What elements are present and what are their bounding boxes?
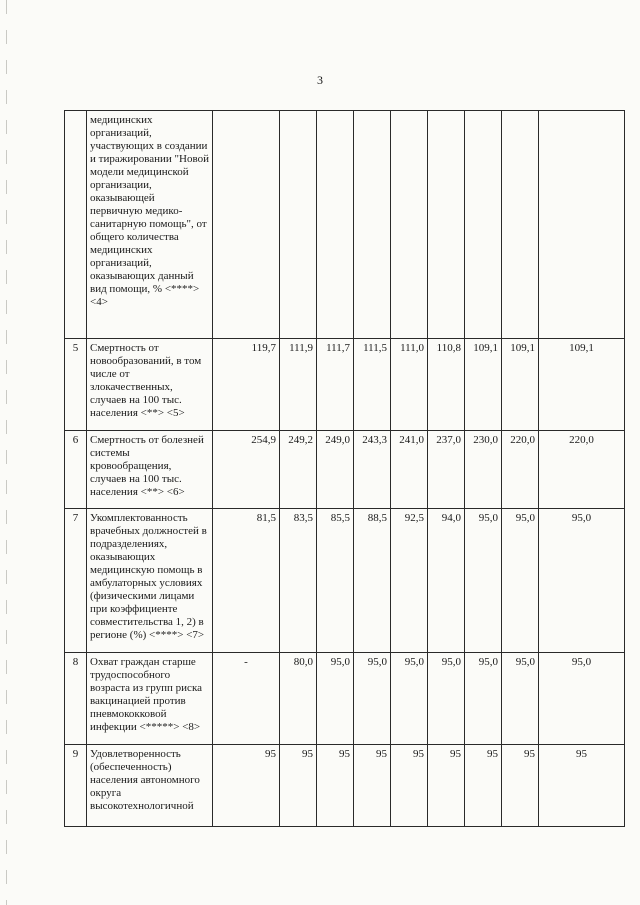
value-cell (465, 111, 502, 339)
indicator-name: Удовлетворенность (обеспеченность) населения автономного округа высокотехнологичной (87, 745, 213, 827)
value-cell: 95 (213, 745, 280, 827)
value-cell: 95 (428, 745, 465, 827)
value-cell: 95,0 (539, 509, 625, 653)
value-cell: 95,0 (391, 653, 428, 745)
value-cell: 81,5 (213, 509, 280, 653)
value-cell: 243,3 (354, 431, 391, 509)
value-cell: 83,5 (280, 509, 317, 653)
value-cell: 95,0 (502, 509, 539, 653)
value-cell: 92,5 (391, 509, 428, 653)
value-cell: 95 (502, 745, 539, 827)
row-number (65, 111, 87, 339)
value-cell (354, 111, 391, 339)
value-cell: 95,0 (502, 653, 539, 745)
indicator-name: Охват граждан старше трудоспособного возраста из групп риска вакцинацией против пневмококковой инфекции <*****> <8> (87, 653, 213, 745)
value-cell: 95,0 (428, 653, 465, 745)
table-row (65, 745, 625, 827)
row-number: 8 (65, 653, 87, 745)
value-cell: 85,5 (317, 509, 354, 653)
value-cell: 249,2 (280, 431, 317, 509)
indicator-name: медицинских организаций, участвующих в создании и тиражировании "Новой модели медицинской организации, оказывающей первичную медико-санитарную помощь", от общего количества медицинских организаций, оказывающих данный вид помощи, % <****> <4> (87, 111, 213, 339)
value-cell: 111,7 (317, 339, 354, 431)
value-cell (317, 111, 354, 339)
value-cell: 95,0 (539, 653, 625, 745)
value-cell: 95,0 (465, 653, 502, 745)
table-row (65, 653, 625, 745)
table-row (65, 431, 625, 509)
value-cell: 111,9 (280, 339, 317, 431)
row-number: 9 (65, 745, 87, 827)
value-cell (280, 111, 317, 339)
value-cell (391, 111, 428, 339)
value-cell: 237,0 (428, 431, 465, 509)
value-cell: 88,5 (354, 509, 391, 653)
row-number: 7 (65, 509, 87, 653)
value-cell: 95,0 (354, 653, 391, 745)
value-cell: 119,7 (213, 339, 280, 431)
value-cell: 254,9 (213, 431, 280, 509)
row-number: 6 (65, 431, 87, 509)
value-cell: 230,0 (465, 431, 502, 509)
value-cell: 95 (391, 745, 428, 827)
value-cell: 95,0 (465, 509, 502, 653)
table-row (65, 339, 625, 431)
indicators-table (64, 110, 625, 827)
table-row (65, 111, 625, 339)
value-cell: 109,1 (539, 339, 625, 431)
value-cell: 111,5 (354, 339, 391, 431)
indicator-name: Смертность от болезней системы кровообращения, случаев на 100 тыс. населения <**> <6> (87, 431, 213, 509)
value-cell (213, 111, 280, 339)
value-cell: 220,0 (539, 431, 625, 509)
value-cell (539, 111, 625, 339)
page-edge-mark (6, 0, 7, 905)
indicator-name: Смертность от новообразований, в том числе от злокачественных, случаев на 100 тыс. населения <**> <5> (87, 339, 213, 431)
value-cell: 109,1 (502, 339, 539, 431)
value-cell: 95 (354, 745, 391, 827)
value-cell: 95 (280, 745, 317, 827)
value-cell: 110,8 (428, 339, 465, 431)
value-cell: 109,1 (465, 339, 502, 431)
value-cell: 95 (317, 745, 354, 827)
value-cell: 95 (539, 745, 625, 827)
row-number: 5 (65, 339, 87, 431)
value-cell (502, 111, 539, 339)
value-cell: 111,0 (391, 339, 428, 431)
value-cell: 249,0 (317, 431, 354, 509)
value-cell: 95,0 (317, 653, 354, 745)
indicator-name: Укомплектованность врачебных должностей в подразделениях, оказывающих медицинскую помощь в амбулаторных условиях (физическими лицами при коэффициенте совместительства 1, 2) в регионе (%) <****> <7> (87, 509, 213, 653)
value-cell: - (213, 653, 280, 745)
table-row (65, 509, 625, 653)
value-cell: 95 (465, 745, 502, 827)
value-cell: 80,0 (280, 653, 317, 745)
value-cell (428, 111, 465, 339)
value-cell: 220,0 (502, 431, 539, 509)
value-cell: 241,0 (391, 431, 428, 509)
page-number: 3 (317, 73, 323, 87)
value-cell: 94,0 (428, 509, 465, 653)
